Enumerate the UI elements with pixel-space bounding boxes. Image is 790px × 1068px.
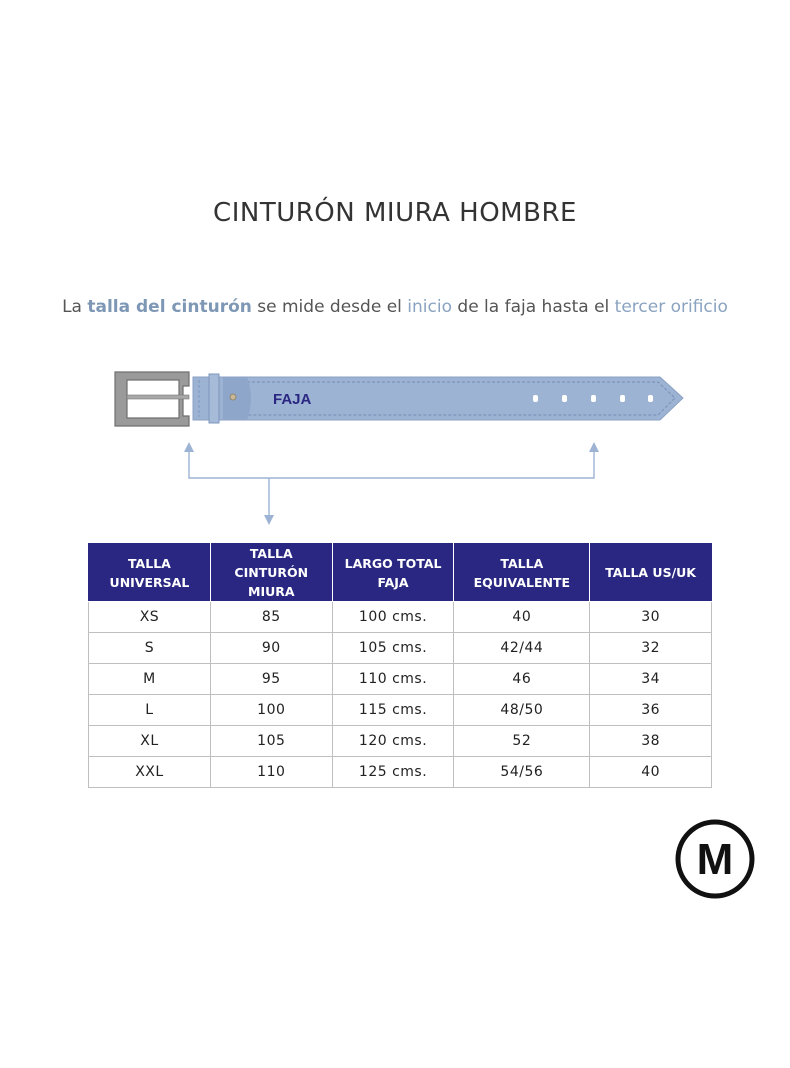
header-talla-cinturon: TALLA CINTURÓN MIURA [210, 544, 332, 602]
cell-equivalente: 52 [454, 726, 590, 757]
cell-us-uk: 36 [590, 695, 712, 726]
cell-us-uk: 32 [590, 633, 712, 664]
cell-largo: 100 cms. [332, 602, 454, 633]
belt-keeper [209, 374, 219, 423]
buckle-prong [127, 395, 189, 399]
cell-us-uk: 40 [590, 757, 712, 788]
belt-hole-3 [591, 395, 596, 402]
belt-hole-5 [648, 395, 653, 402]
measurement-instruction [0, 297, 790, 317]
header-talla-universal: TALLA UNIVERSAL [89, 544, 211, 602]
logo-letter: M [696, 835, 734, 884]
size-table-header [89, 544, 712, 602]
table-row [89, 757, 712, 788]
instruction-text-1: La [62, 297, 88, 317]
cell-universal: M [89, 664, 211, 695]
table-row [89, 664, 712, 695]
cell-miura: 110 [210, 757, 332, 788]
belt-hole-1 [533, 395, 538, 402]
belt-illustration [105, 360, 695, 530]
cell-miura: 105 [210, 726, 332, 757]
arrow-up-left-icon [184, 442, 194, 452]
belt-label: FAJA [273, 391, 312, 408]
cell-universal: XL [89, 726, 211, 757]
cell-equivalente: 54/56 [454, 757, 590, 788]
header-talla-us-uk: TALLA US/UK [590, 544, 712, 602]
cell-universal: XXL [89, 757, 211, 788]
header-largo-total: LARGO TOTAL FAJA [332, 544, 454, 602]
belt-rivet [230, 394, 236, 400]
table-row [89, 633, 712, 664]
size-table [88, 543, 712, 788]
cell-universal: XS [89, 602, 211, 633]
highlight-start: inicio [407, 297, 452, 317]
cell-equivalente: 42/44 [454, 633, 590, 664]
cell-largo: 120 cms. [332, 726, 454, 757]
measurement-bracket [189, 450, 594, 478]
cell-miura: 90 [210, 633, 332, 664]
belt-tip [223, 377, 251, 420]
highlight-belt-size: talla del cinturón [87, 297, 252, 317]
arrow-down-icon [264, 515, 274, 525]
instruction-text-2: se mide desde el [251, 297, 408, 317]
table-row [89, 602, 712, 633]
page-title: CINTURÓN MIURA HOMBRE [213, 198, 577, 228]
belt-hole-2 [562, 395, 567, 402]
cell-equivalente: 48/50 [454, 695, 590, 726]
cell-universal: S [89, 633, 211, 664]
cell-largo: 105 cms. [332, 633, 454, 664]
cell-largo: 110 cms. [332, 664, 454, 695]
cell-miura: 95 [210, 664, 332, 695]
cell-equivalente: 40 [454, 602, 590, 633]
belt-hole-4 [620, 395, 625, 402]
table-row [89, 726, 712, 757]
cell-us-uk: 34 [590, 664, 712, 695]
cell-miura: 85 [210, 602, 332, 633]
highlight-third-hole: tercer orificio [614, 297, 728, 317]
cell-universal: L [89, 695, 211, 726]
miura-logo [674, 818, 756, 900]
cell-largo: 125 cms. [332, 757, 454, 788]
table-row [89, 695, 712, 726]
belt-strap [193, 377, 683, 420]
cell-largo: 115 cms. [332, 695, 454, 726]
cell-miura: 100 [210, 695, 332, 726]
cell-us-uk: 38 [590, 726, 712, 757]
instruction-text-3: de la faja hasta el [452, 297, 615, 317]
cell-equivalente: 46 [454, 664, 590, 695]
cell-us-uk: 30 [590, 602, 712, 633]
header-talla-equivalente: TALLA EQUIVALENTE [454, 544, 590, 602]
arrow-up-right-icon [589, 442, 599, 452]
